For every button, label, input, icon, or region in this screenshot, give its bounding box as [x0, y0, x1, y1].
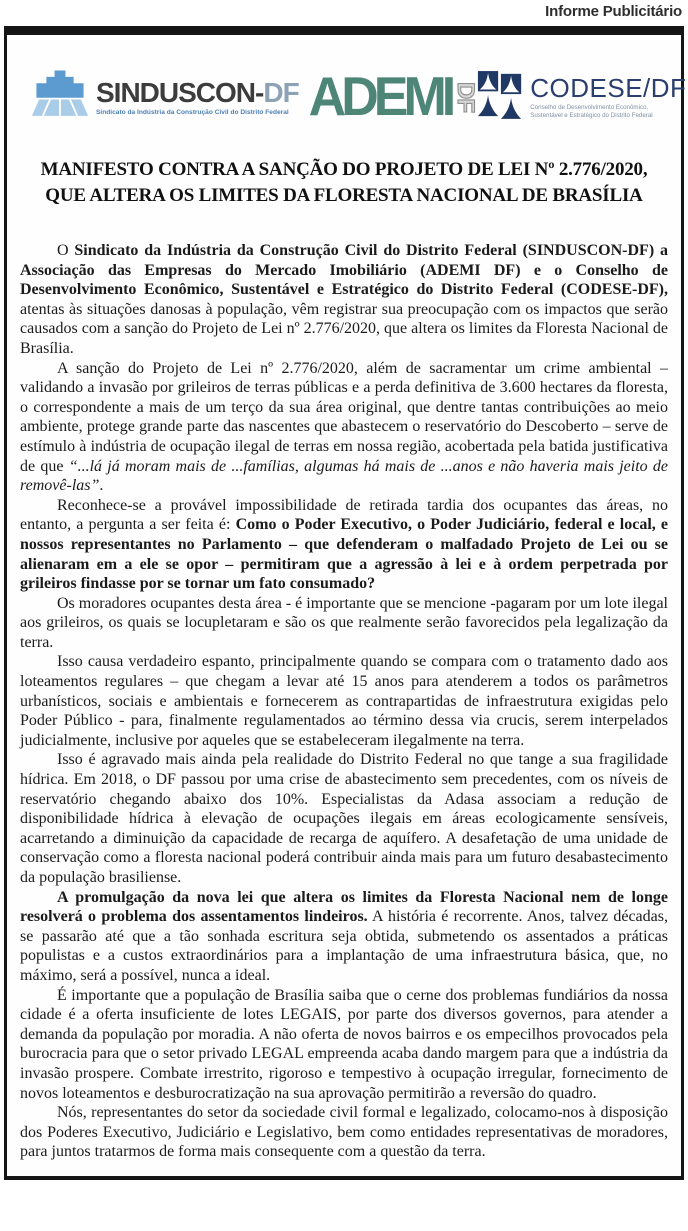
logo-ademi — [308, 66, 480, 128]
informe-publicitario-label: Informe Publicitário — [545, 3, 682, 20]
sinduscon-wordmark-text: SINDUSCON- — [96, 76, 264, 108]
paragraph-segment: Sindicato da Indústria da Construção Civil do Distrito Federal (SINDUSCON-DF) a Associação das Empresas do Mercado Imobiliário (ADEMI DF) e o Conselho de Desenvolvimento Econômico, Sustentável e Estratégico do Distrito Federal (CODESE-DF), — [20, 242, 668, 299]
paragraph-segment: A promulgação da nova lei que altera os limites da Floresta Nacional nem de longe resolverá o problema dos assentamentos lindeiros. — [20, 888, 668, 926]
paragraph — [20, 359, 668, 496]
paragraph-segment: atentas às situações danosas à população, vêm registrar sua preocupação com os impactos que serão causados com a sanção do Projeto de Lei nº 2.776/2020, que altera os limites da Floresta Nacional de Brasília. — [20, 300, 668, 357]
codese-wordmark: CODESE/DF — [530, 73, 687, 103]
paragraph — [20, 750, 668, 887]
codese-tagline-line1: Conselho de Desenvolvimento Econômico, — [530, 104, 649, 111]
paragraph-segment: Os moradores ocupantes desta área - é importante que se mencione -pagaram por um lote ilegal aos grileiros, os quais se locupletaram e são os que realmente serão favorecidos pela legalização da terra. — [20, 594, 668, 651]
paragraph — [20, 241, 668, 359]
paragraph-segment: . — [99, 477, 104, 495]
paragraph — [20, 986, 668, 1104]
paragraph — [20, 652, 668, 750]
paragraph-segment: É importante que a população de Brasília saiba que o cerne dos problemas fundiários da nossa cidade é a oferta insuficiente de lotes LEGAIS, por parte dos diversos governos, para atender a demanda da população por moradia. A não oferta de novos bairros e os empecilhos provocados pela burocracia para que o setor privado LEGAL empreenda acaba dando margem para que a indústria da invasão prospere. Combate irrestrito, rigoroso e tempestivo à ocupação irregular, fornecimento de novos loteamentos e desburocratização na sua aprovação permitirão a reversão do quadro. — [20, 986, 668, 1102]
manifesto-title: MANIFESTO CONTRA A SANÇÃO DO PROJETO DE LEI Nº 2.776/2020, QUE ALTERA OS LIMITES DA FLORESTA NACIONAL DE BRASÍLIA — [40, 159, 648, 206]
paragraph-segment: Isso é agravado mais ainda pela realidade do Distrito Federal no que tange a sua fragilidade hídrica. Em 2018, o DF passou por uma crise de abastecimento sem precedentes, com os níveis de reservatório chegando abaixo dos 10%. Especialistas da Adasa associam a redução de disponibilidade hídrica à elevação de ocupações ilegais em áreas ecologicamente sensíveis, acarretando a diminuição da capacidade de recarga de aquífero. A desafetação de uma unidade de conservação como a floresta nacional poderá contribuir ainda mais para um futuro desabastecimento da população brasiliense. — [20, 751, 668, 886]
paragraph-segment: A história é recorrente. Anos, talvez décadas, se passarão até que a tão sonhada escritura seja obtida, submetendo os assentados a práticas populistas e a custos extraordinários para a implantação de uma infraestrutura básica, que, no máximo, será a possível, nunca a ideal. — [20, 908, 668, 984]
ademi-wordmark: ADEMI — [308, 66, 452, 128]
manifesto-body — [17, 241, 671, 1162]
sinduscon-wordmark-df: DF — [263, 76, 299, 108]
logo-sinduscon — [31, 68, 299, 127]
paragraph-segment: “...lá já moram mais de ...famílias, algumas há mais de ...anos e não haveria mais jeito de removê-las” — [20, 457, 669, 495]
sinduscon-wordmark — [96, 77, 299, 108]
paragraph — [20, 888, 668, 986]
logo-codese — [477, 70, 686, 125]
paragraph-segment: Isso causa verdadeiro espanto, principalmente quando se compara com o tratamento dado aos loteamentos regulares – que chegam a levar até 15 anos para atenderem a todos os parâmetros urbanísticos, sociais e ambientais e fornecerem as contrapartidas de infraestrutura exigidas pelo Poder Público - para, finalmente regulamentados ao término dessa via crucis, serem interpelados judicialmente, inclusive por aqueles que se estabeleceram ilegalmente na terra. — [20, 653, 668, 749]
manifesto-box — [4, 26, 687, 1180]
paragraph-segment: Como o Poder Executivo, o Poder Judiciário, federal e local, e nossos representantes no Parlamento – que defenderam o malfadado Projeto de Lei ou se alienaram em a ele se opor – permitiram que a agressão à lei e à ordem perpetrada por grileiros findasse por se tornar um fato consumado? — [20, 516, 669, 593]
sinduscon-building-icon — [31, 68, 89, 127]
codese-tagline-line2: Sustentável e Estratégico do Distrito Federal — [530, 111, 653, 119]
logos-row — [17, 43, 687, 143]
ademi-df-rotated-text: DF — [452, 82, 480, 112]
paragraph — [20, 594, 668, 653]
paragraph — [20, 496, 668, 594]
paragraph-segment: A sanção do Projeto de Lei nº 2.776/2020, além de sacramentar um crime ambiental – validando a invasão por grileiros de terras públicas e a perda definitiva de 3.600 hectares da floresta, o correspondente a mais de um terço da sua área original, que dentre tantas contribuições ao meio ambiente, protege grande parte das nascentes que abastecem o reservatório do Descoberto – serve de estímulo à indústria de ocupação ilegal de terras em nossa região, acobertada pela batida justificativa de que — [20, 359, 668, 475]
paragraph — [20, 1103, 668, 1162]
paragraph-segment: Reconhece-se a provável impossibilidade de retirada tardia dos ocupantes das áreas, no entanto, a pergunta a ser feita é: — [20, 496, 668, 534]
paragraph-segment: Nós, representantes do setor da sociedade civil formal e legalizado, colocamo-nos à disposição dos Poderes Executivo, Judiciário e Legislativo, bem como entidades representativas de moradores, para juntos tratarmos de forma mais consequente com a questão da terra. — [20, 1104, 668, 1161]
sinduscon-tagline: Sindicato da Indústria da Construção Civil do Distrito Federal — [96, 108, 289, 116]
paragraph-segment: O — [57, 242, 75, 259]
codese-tagline — [530, 104, 686, 119]
codese-spires-icon — [477, 70, 523, 125]
